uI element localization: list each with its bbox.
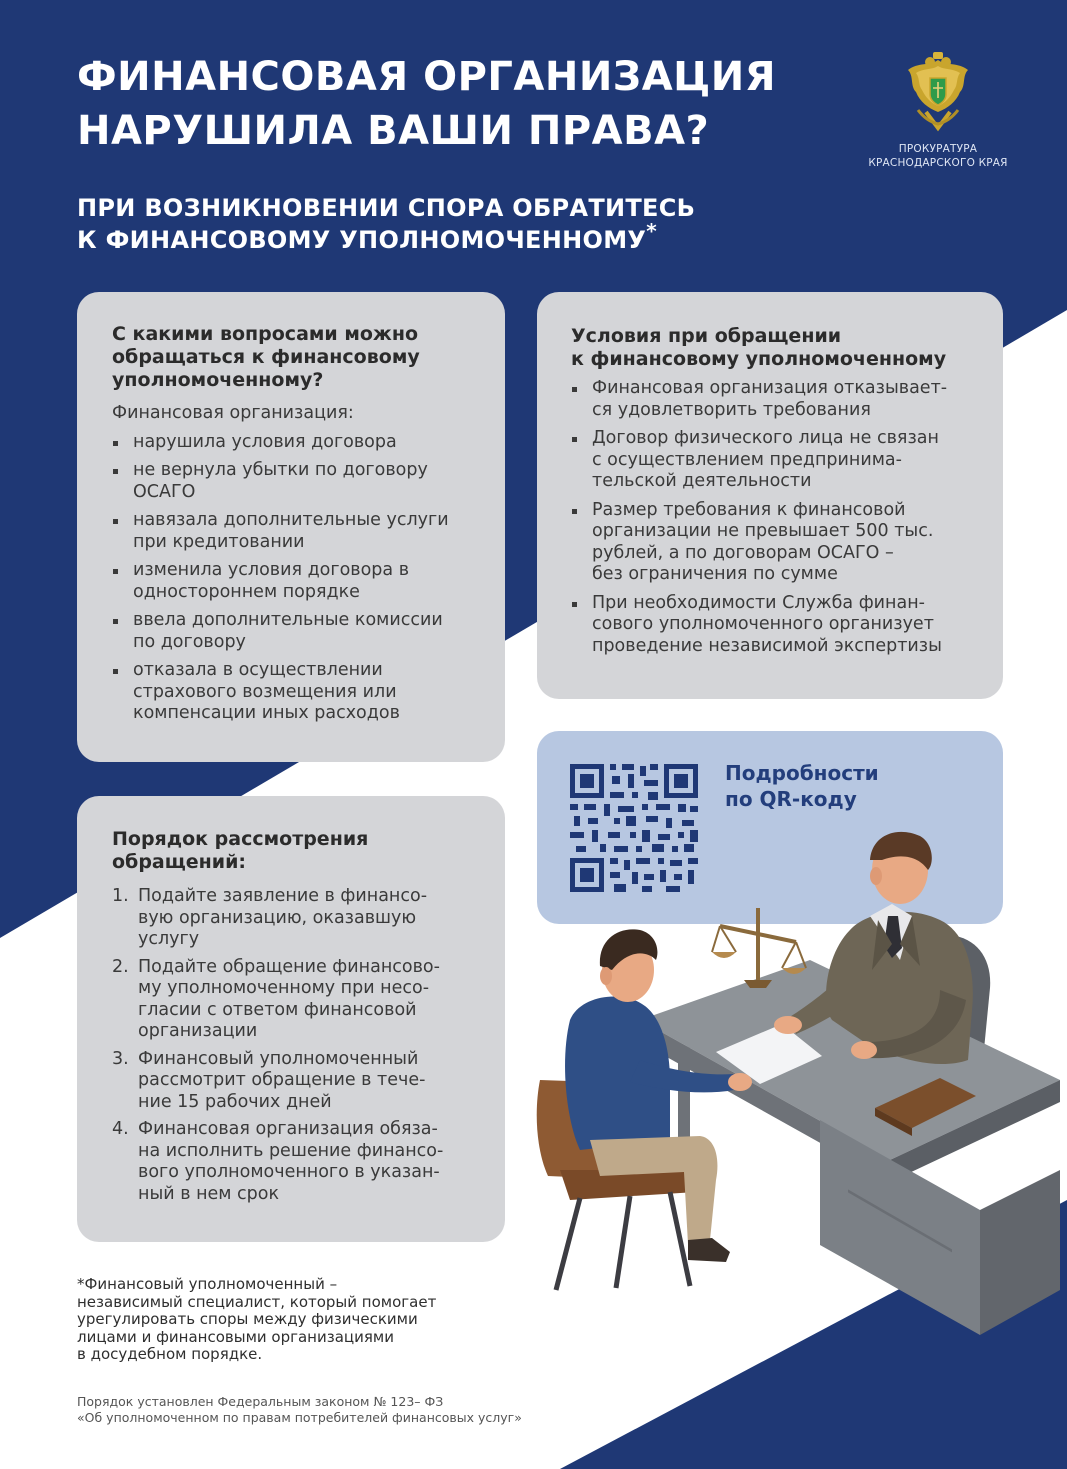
list-item: не вернула убытки по договору ОСАГО <box>112 460 492 503</box>
procedure-title: Порядок рассмотрения обращений: <box>112 828 369 873</box>
page-title: ФИНАНСОВАЯ ОРГАНИЗАЦИЯ НАРУШИЛА ВАШИ ПРАВА? <box>77 54 777 154</box>
step-number: 1. <box>112 886 129 906</box>
list-item: ввела дополнительные комиссии по договору <box>112 610 492 653</box>
logo-line-1: ПРОКУРАТУРА <box>898 143 978 155</box>
emblem-icon <box>900 52 976 136</box>
procedure-card <box>77 796 505 1242</box>
footnote-mark: * <box>646 219 657 243</box>
conditions-card <box>537 292 1003 699</box>
logo-line-2: КРАСНОДАРСКОГО КРАЯ <box>868 157 1008 169</box>
list-item: 2. Подайте обращение финансово- му уполномоченному при несо- гласии с ответом финансовой организации <box>112 956 440 1041</box>
list-item: 1. Подайте заявление в финансо- вую организацию, оказавшую услугу <box>112 886 428 949</box>
list-item: изменила условия договора в одностороннем порядке <box>112 560 492 603</box>
list-item: отказала в осуществлении страхового возмещения или компенсации иных расходов <box>112 660 492 725</box>
conditions-title: Условия при обращении к финансовому уполномоченному <box>571 325 947 370</box>
questions-card <box>77 292 505 762</box>
qr-label: Подробности по QR-коду <box>725 761 879 811</box>
footnote: *Финансовый уполномоченный – независимый специалист, который помогает урегулировать споры между физическими лицами и финансовыми организациями в досудебном порядке. <box>77 1275 437 1363</box>
law-reference: Порядок установлен Федеральным законом № 123– ФЗ «Об уполномоченном по правам потребителей финансовых услуг» <box>77 1394 522 1425</box>
prosecutor-logo <box>868 52 1008 170</box>
list-item: Финансовая организация отказывает- ся удовлетворить требования <box>571 378 991 421</box>
questions-intro: Финансовая организация: <box>112 403 354 423</box>
list-item: навязала дополнительные услуги при кредитовании <box>112 510 492 553</box>
step-number: 4. <box>112 1119 129 1139</box>
list-item: Размер требования к финансовой организации не превышает 500 тыс. рублей, а по договорам ОСАГО – без ограничения по сумме <box>571 500 991 586</box>
list-item: 4. Финансовая организация обяза- на исполнить решение финансо- вого уполномоченного в указан- ный в нем срок <box>112 1119 444 1204</box>
list-item: Договор физического лица не связан с осуществлением предпринима- тельской деятельности <box>571 428 991 493</box>
consultation-illustration <box>520 820 1067 1380</box>
questions-title: С какими вопросами можно обращаться к финансовому уполномоченному? <box>112 323 420 391</box>
step-number: 3. <box>112 1048 129 1069</box>
conditions-list <box>571 378 991 657</box>
list-item: При необходимости Служба финан- сового уполномоченного организует проведение независимой экспертизы <box>571 593 991 658</box>
procedure-list <box>112 886 492 1205</box>
page-subtitle: ПРИ ВОЗНИКНОВЕНИИ СПОРА ОБРАТИТЕСЬ К ФИНАНСОВОМУ УПОЛНОМОЧЕННОМУ* <box>77 194 696 254</box>
questions-list <box>112 432 492 725</box>
step-number: 2. <box>112 956 129 977</box>
list-item: нарушила условия договора <box>112 432 492 454</box>
list-item: 3. Финансовый уполномоченный рассмотрит обращение в тече- ние 15 рабочих дней <box>112 1048 426 1112</box>
